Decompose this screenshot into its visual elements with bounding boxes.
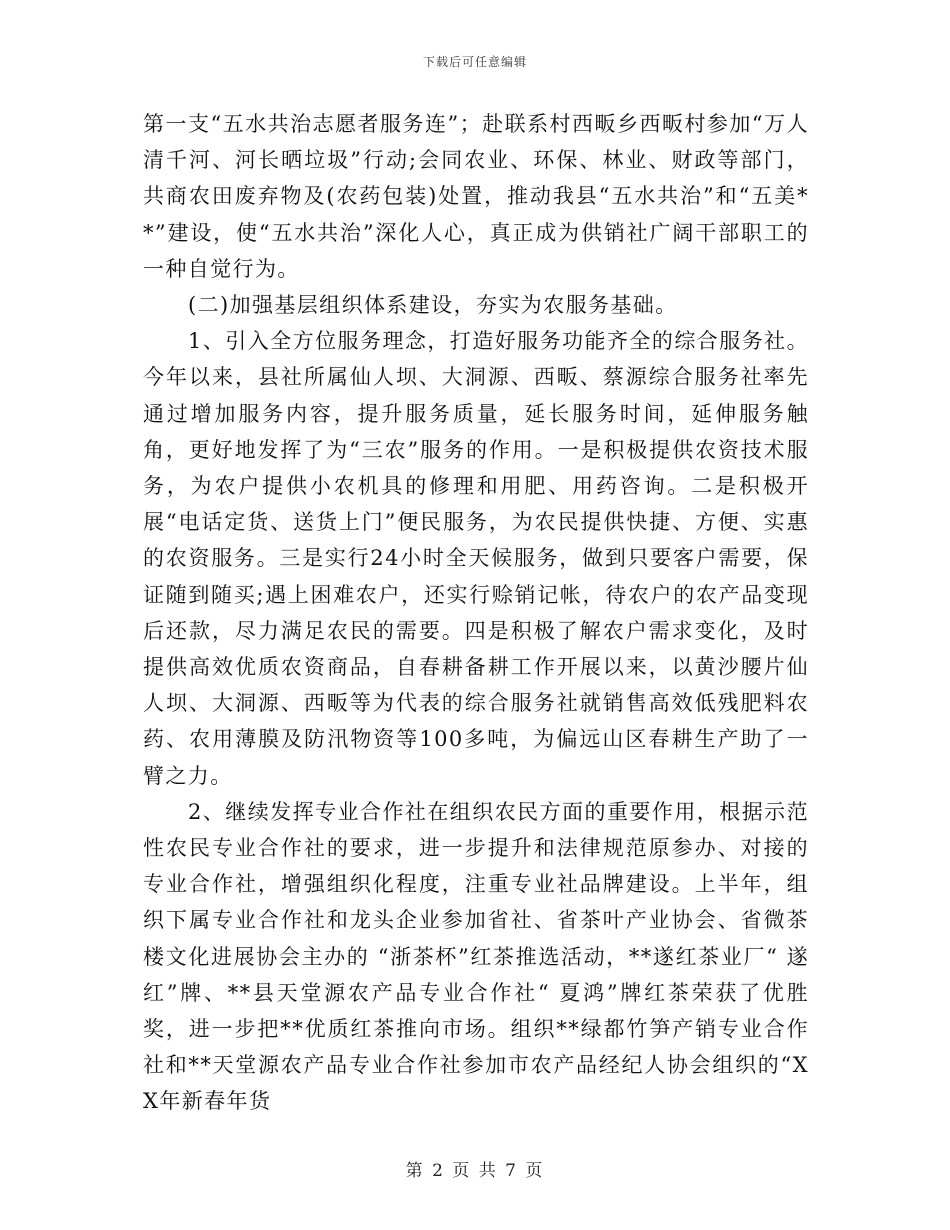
paragraph-item-1: 1、引入全方位服务理念，打造好服务功能齐全的综合服务社。今年以来，县社所属仙人坝、大洞源、西畈、蔡源综合服务社率先通过增加服务内容，提升服务质量，延长服务时间，延伸服务触角，更好地发挥了为“三农”服务的作用。一是积极提供农资技术服务，为农户提供小农机具的修理和用肥、用药咨询。二是积极开展“电话定货、送货上门”便民服务，为农民提供快捷、方便、实惠的农资服务。三是实行24小时全天候服务，做到只要客户需要，保证随到随买;遇上困难农户，还实行赊销记帐，待农户的农产品变现后还款，尽力满足农民的需要。四是积极了解农户需求变化，及时提供高效优质农资商品，自春耕备耕工作开展以来，以黄沙腰片仙人坝、大洞源、西畈等为代表的综合服务社就销售高效低残肥料农药、农用薄膜及防汛物资等100多吨，为偏远山区春耕生产助了一臂之力。 bbox=[143, 329, 809, 788]
paragraph-continuation: 第一支“五水共治志愿者服务连”；赴联系村西畈乡西畈村参加“万人清千河、河长晒垃圾”行动;会同农业、环保、林业、财政等部门，共商农田废弃物及(农药包装)处置，推动我县“五水共治”和“五美**”建设，使“五水共治”深化人心，真正成为供销社广阔干部职工的一种自觉行为。 bbox=[143, 112, 809, 281]
page-number-footer: 第 2 页 共 7 页 bbox=[405, 1161, 545, 1181]
page-header-note: 下载后可任意编辑 bbox=[422, 55, 527, 69]
document-body bbox=[143, 106, 809, 1120]
section-heading: (二)加强基层组织体系建设，夯实为农服务基础。 bbox=[188, 293, 678, 318]
paragraph-item-2: 2、继续发挥专业合作社在组织农民方面的重要作用，根据示范性农民专业合作社的要求，进一步提升和法律规范原参办、对接的专业合作社，增强组织化程度，注重专业社品牌建设。上半年，组织下属专业合作社和龙头企业参加省社、省茶叶产业协会、省微茶楼文化进展协会主办的 “浙茶杯”红茶推选活动，**遂红茶业厂“ 遂红”牌、**县天堂源农产品专业合作社“ 夏鸿”牌红茶荣获了优胜奖，进一步把**优质红茶推向市场。组织**绿都竹笋产销专业合作社和**天堂源农产品专业合作社参加市农产品经纪人协会组织的“XX年新春年货 bbox=[143, 799, 809, 1114]
